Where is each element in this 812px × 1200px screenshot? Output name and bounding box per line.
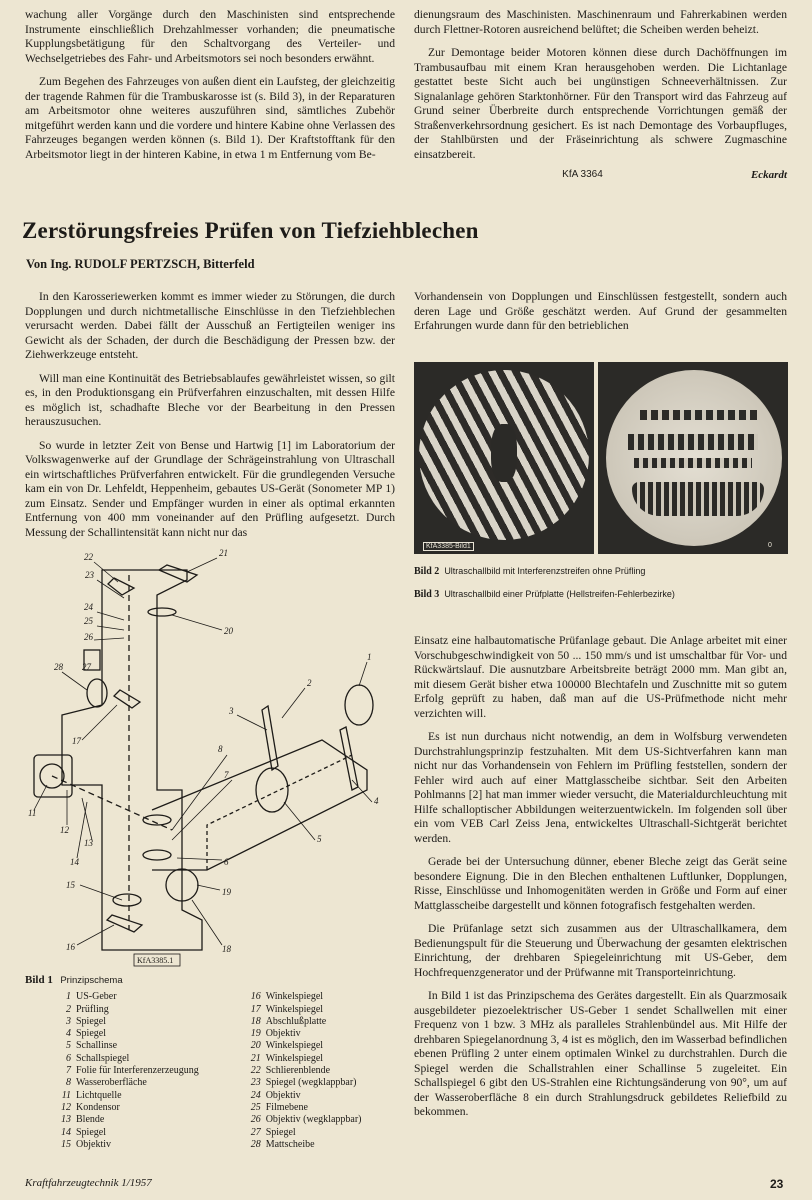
defect-stripe <box>640 410 760 420</box>
diagram-label: 5 <box>317 834 322 844</box>
beam-path <box>207 755 352 870</box>
legend-item: 25 Filmebene <box>250 1101 308 1113</box>
defect-stripe <box>628 434 758 450</box>
caption-label: Bild 3 <box>414 589 440 600</box>
paragraph: dienungsraum des Maschinisten. Maschinenraum und Fahrerkabinen werden durch Flettner-Rotoren ausreichend belüftet; die Scheiben werden beheizt. <box>414 8 787 36</box>
diagram-label: 12 <box>60 825 69 835</box>
principle-schematic-diagram <box>22 540 402 970</box>
mirror-27 <box>114 690 140 708</box>
diagram-label: 22 <box>84 552 93 562</box>
paragraph: Gerade bei der Untersuchung dünner, ebener Bleche zeigt das Gerät seine besondere Eignung. Die in den Blechen enthaltenen Luftlunker, Dopplungen, Risse, Einschlüsse und Inhomogenitäten werden in Größe und Form auf einer Mattglasscheibe dargestellt und können fotografisch festgehalten werden. <box>414 855 787 912</box>
diagram-label: 18 <box>222 944 231 954</box>
legend-item: 15 Objektiv <box>61 1138 111 1150</box>
legend-item: 4 Spiegel <box>66 1028 106 1040</box>
legend-item: 27 Spiegel <box>250 1126 296 1138</box>
diagram-label: 13 <box>84 838 93 848</box>
mirror-3 <box>262 706 278 770</box>
camera-housing-outline <box>62 570 202 950</box>
diagram-label: 14 <box>70 857 79 867</box>
paragraph: Will man eine Kontinuität des Betriebsablaufes gewährleistet wissen, so gilt es, in den Produktionsgang ein Prüfverfahren einzuschalten, mit dessen Hilfe es möglich ist, schadhafte Bleche vor der Bearbeitung in den Pressen herauszusuchen. <box>25 371 395 428</box>
legend-item: 21 Winkelspiegel <box>250 1052 324 1064</box>
mirror-20 <box>159 565 197 582</box>
legend-item: 16 Winkelspiegel <box>250 991 324 1003</box>
diagram-label: 19 <box>222 887 231 897</box>
legend-item: 24 Objektiv <box>250 1089 301 1101</box>
article-byline: Von Ing. RUDOLF PERTZSCH, Bitterfeld <box>26 257 255 271</box>
diagram-label: 4 <box>374 796 379 806</box>
article-title: Zerstörungsfreies Prüfen von Tiefziehblechen <box>22 218 479 243</box>
legend-columns <box>25 991 400 1151</box>
legend-item: 23 Spiegel (wegklappbar) <box>250 1077 357 1089</box>
legend-item: 12 Kondensor <box>61 1101 120 1113</box>
legend-heading <box>25 974 400 987</box>
legend-item: 5 Schallinse <box>66 1040 118 1052</box>
legend-item: 17 Winkelspiegel <box>250 1003 324 1015</box>
diagram-label: 1 <box>367 652 372 662</box>
transducer-1 <box>345 685 373 725</box>
legend-item: 28 Mattscheibe <box>250 1138 315 1150</box>
right-body-column <box>414 634 787 1129</box>
legend-item: 19 Objektiv <box>250 1028 301 1040</box>
screen-28 <box>87 679 107 707</box>
photo-tag: 0 <box>768 542 772 549</box>
article-code: KfA 3364 <box>562 169 603 180</box>
legend-left <box>25 991 243 1151</box>
legend-item: 2 Prüfling <box>66 1003 109 1015</box>
paragraph: Zum Begehen des Fahrzeuges von außen dient ein Laufsteg, der gleichzeitig der tragende Rahmen für die Trambuskarosse ist (s. Bild 3), in der Reparaturen am Arbeitsmotor ohne weiteres auszuführen sind, sämtliches Zubehör mitgeführt werden kann und die vordere und hintere Kabine ohne Verlassen des Fahrzeuges begangen werden können (s. Bild 1). Der Kraftstofftank für den Arbeitsmotor liegt in der hinteren Kabine, in etwa 1 m Entfernung vom Be- <box>25 75 395 161</box>
legend-item: 14 Spiegel <box>61 1126 106 1138</box>
diagram-label: 27 <box>82 662 91 672</box>
article-signature <box>414 169 787 181</box>
diagram-label: 2 <box>307 678 312 688</box>
paragraph: So wurde in letzter Zeit von Bense und Hartwig [1] im Laboratorium der Volkswagenwerke auf der Grundlage der Schrägeinstrahlung von Ultraschall ein wirtschaftliches Prüfverfahren entwickelt. Für die grundlegenden Versuche kam ein von Dr. Lehfeldt, Heppenheim, gebautes US-Gerät (Sonometer MP 1) zum Einsatz. Sender und Empfänger wurden in einer als optimal erkannten Entfernung von 400 mm voneinander auf den Prüfling aufgesetzt. Durch Messung der Schallintensität kann nicht nur das <box>25 438 395 539</box>
legend-title: Prinzipschema <box>60 975 123 986</box>
diagram-label: 20 <box>224 626 233 636</box>
diagram-label: 15 <box>66 880 75 890</box>
paragraph: In Bild 1 ist das Prinzipschema des Gerätes dargestellt. Ein als Quarzmosaik ausgebildeter piezoelektrischer US-Geber 1 sendet Schallwellen mit einer Frequenz von 1 bzw. 3 MHz als paralleles Strahlenbündel aus. Mit Hilfe der drehbaren Spiegelanordnung 3, 4 ist es möglich, den im Wasserbad befindlichen ebenen Prüfling 2 unter einem optimalen Winkel zu durchstrahlen. Durch die Spiegel werden die Schallstrahlen einer Schallinse 5 zugeleitet. Ein Schallspiegel 6 gibt den US-Strahlen eine Richtungsänderung von 90°, um auf der Wasseroberfläche 8 ein durch Strahlungsdruck gebildetes Reliefbild zu bekommen. <box>414 989 787 1118</box>
caption-text: Ultraschallbild mit Interferenzstreifen ohne Prüfling <box>444 566 646 576</box>
diagram-label: 7 <box>224 770 229 780</box>
paragraph: Einsatz eine halbautomatische Prüfanlage gebaut. Die Anlage arbeitet mit einer Vorschubgeschwindigkeit von 50 ... 150 mm/s und ist umschaltbar für Vor- und Rückwärtslauf. Die ausnutzbare Arbeitsbreite beträgt 2000 mm. Man gibt an, mit diesem Gerät bisher etwa 100000 Blechtafeln und Zuschnitte mit so gutem Erfolg geprüft zu haben, daß man auf die US-Prüfmethode nicht mehr verzichten will. <box>414 634 787 720</box>
legend-item: 18 Abschlußplatte <box>250 1015 327 1027</box>
right-body-column-top <box>414 290 787 343</box>
legend-item: 3 Spiegel <box>66 1015 106 1027</box>
diagram-label: 28 <box>54 662 63 672</box>
lens-15 <box>113 894 141 906</box>
paragraph: Es ist nun durchaus nicht notwendig, an dem in Wolfsburg verwendeten Durchstrahlungsprinzip festzuhalten. Mit dem US-Sichtverfahren kann man nicht nur das Vorhandensein von Fehlern im Prüfling feststellen, sondern der Fehler wird auch auf einer Mattglasscheibe sichtbar. Seit den Arbeiten Pohlmanns [2] hat man immer wieder versucht, die Materialdurchleuchtung mit Hilfe schalloptischer Abbildungen weiterzuentwickeln. Im folgenden soll über ein vom VEB Carl Zeiss Jena, entwickeltes Ultraschall-Sichtgerät berichtet werden. <box>414 730 787 845</box>
diagram-label: 26 <box>84 632 93 642</box>
caption-label: Bild 2 <box>414 566 440 577</box>
top-right-column <box>414 8 787 181</box>
mirror-21 <box>108 578 134 595</box>
paragraph: In den Karosseriewerken kommt es immer wieder zu Störungen, die durch Dopplungen und durch nichtmetallische Einschlüsse in den Tiefziehblechen verursacht werden. Dabei fällt der Ausschuß an Fertigteilen weniger ins Gewicht als der Schaden, der durch die Beschädigung der Pressen bzw. der Ziehwerkzeuge entsteht. <box>25 290 395 361</box>
defect-stripe <box>632 482 764 516</box>
diagram-label: 8 <box>218 744 223 754</box>
light-beam <box>52 776 172 830</box>
legend-item: 13 Blende <box>61 1114 105 1126</box>
lens-19 <box>148 608 176 616</box>
legend-item: 8 Wasseroberfläche <box>66 1077 147 1089</box>
water-tank-outline <box>152 740 367 870</box>
diagram-tag: KfA3385.1 <box>137 956 174 965</box>
diagram-label: 11 <box>28 808 37 818</box>
diagram-label: 16 <box>66 942 75 952</box>
page-number: 23 <box>770 1177 784 1191</box>
diagram-label: 21 <box>219 548 228 558</box>
mirror-16 <box>107 915 142 932</box>
photo-bild-2 <box>414 362 594 554</box>
paragraph: Vorhandensein von Dopplungen und Einschlüssen festgestellt, sondern auch deren Lage und Größe geschätzt werden. Auf Grund der gesammelten Erfahrungen wurde dann für den betrieblichen <box>414 290 787 332</box>
diagram-label: 6 <box>224 857 229 867</box>
caption-bild-2 <box>414 566 645 577</box>
legend-label: Bild 1 <box>25 974 53 986</box>
legend-right <box>243 991 400 1151</box>
diagram-label: 3 <box>229 706 234 716</box>
diagram-label: 23 <box>85 570 94 580</box>
legend-item: 26 Objektiv (wegklappbar) <box>250 1114 362 1126</box>
paragraph: Zur Demontage beider Motoren können diese durch Dachöffnungen im Trambusaufbau mit einem Kran herausgehoben werden. Die Lichtanlage gestattet beste Sicht auch bei ungünstigen Schneeverhältnissen. Zur Signalanlage gehören Starktonhörner. Für den Transport wird das Fahrzeug auf Grund seiner Überbreite durch entsprechende Vorrichtungen gemäß der Straßenverkehrsordnung gesichert. Es ist nach Demontage des Vorbaupfluges, der Stahlbürsten und der Fräseinrichtung als schwere Zugmaschine einsatzbereit. <box>414 46 787 161</box>
paragraph: wachung aller Vorgänge durch den Maschinisten sind entsprechende Instrumente einschließlich Drehzahlmesser vorhanden; die pneumatische Kupplungsbetätigung für den Schaltvorgang des Verteiler- und Wechselgetriebes des Fahr- und Arbeitsmotors sei noch besonders erwähnt. <box>25 8 395 65</box>
mirror-6 <box>143 850 171 860</box>
legend-item: 7 Folie für Interferenzerzeugung <box>66 1065 199 1077</box>
diagram-label: 24 <box>84 602 93 612</box>
lens-5 <box>256 768 288 812</box>
figure-legend <box>25 974 400 1151</box>
caption-text: Ultraschallbild einer Prüfplatte (Hellstreifen-Fehlerbezirke) <box>444 589 675 599</box>
diagram-label: 25 <box>84 616 93 626</box>
legend-item: 22 Schlierenblende <box>250 1065 331 1077</box>
diagram-label: 17 <box>72 736 81 746</box>
author-name: Eckardt <box>750 169 787 181</box>
photo-tag: KfA3385-Bild1 <box>423 542 474 551</box>
legend-item: 6 Schallspiegel <box>66 1052 130 1064</box>
journal-footer: Kraftfahrzeugtechnik 1/1957 <box>25 1177 152 1189</box>
legend-item: 1 US-Geber <box>66 991 117 1003</box>
caption-bild-3 <box>414 589 675 600</box>
defect-stripe <box>634 458 752 468</box>
photo-bild-3 <box>598 362 788 554</box>
legend-item: 20 Winkelspiegel <box>250 1040 324 1052</box>
center-shadow <box>491 424 517 482</box>
legend-item: 11 Lichtquelle <box>61 1089 122 1101</box>
left-body-column <box>25 290 395 549</box>
paragraph: Die Prüfanlage setzt sich zusammen aus der Ultraschallkamera, dem Bedienungspult für die Steuerung und Überwachung der gesamten elektrischen Einrichtung, der drehbaren Spiegeleinrichtung mit US-Geber, dem Hochfrequenzgenerator und der Prüfwanne mit Transporteinrichtung. <box>414 922 787 979</box>
top-left-column <box>25 8 395 171</box>
